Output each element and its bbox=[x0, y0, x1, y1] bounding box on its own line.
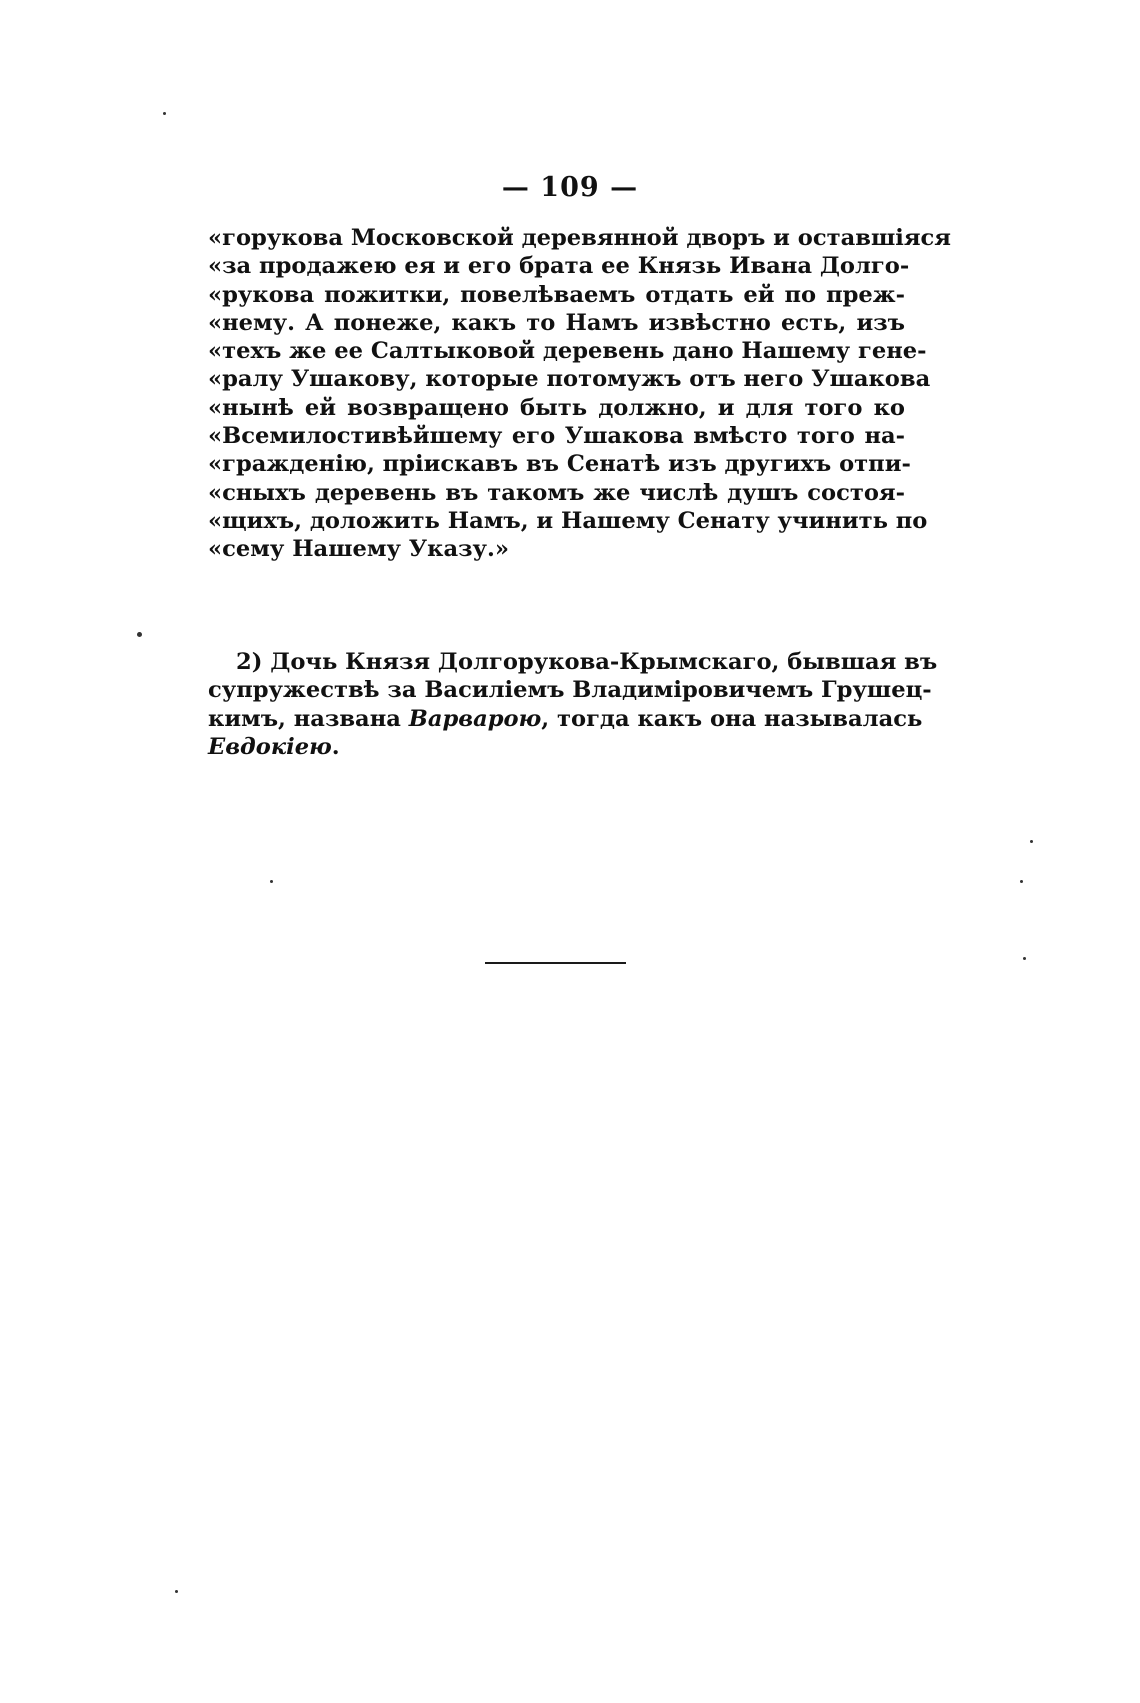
text-line bbox=[208, 705, 923, 733]
text-line: «нынѣ ей возвращено быть должно, и для того ко bbox=[208, 394, 905, 421]
text-line: «за продажею ея и его брата ее Князь Ивана Долго- bbox=[208, 253, 910, 280]
scan-speck bbox=[1023, 957, 1026, 960]
text-segment: кимъ, названа bbox=[208, 705, 409, 732]
text-line bbox=[208, 733, 905, 761]
text-line: «сему Нашему Указу.» bbox=[208, 536, 509, 563]
text-segment: . bbox=[331, 733, 340, 760]
text-line: «техъ же ее Салтыковой деревень дано Нашему гене- bbox=[208, 338, 927, 365]
footnote-2 bbox=[208, 648, 938, 761]
scan-speck bbox=[175, 1590, 178, 1593]
text-line: «щихъ, доложить Намъ, и Нашему Сенату учинить по bbox=[208, 507, 928, 534]
text-segment: , тогда какъ она называлась bbox=[541, 705, 923, 732]
scan-speck bbox=[1030, 840, 1033, 843]
italic-name-varvara: Варварою bbox=[408, 705, 542, 732]
scan-speck bbox=[137, 632, 142, 637]
text-line: «горукова Московской деревянной дворъ и оставшіяся bbox=[208, 225, 951, 251]
text-line: «рукова пожитки, повелѣваемъ отдать ей по преж- bbox=[208, 281, 905, 308]
scan-speck bbox=[270, 880, 273, 883]
text-line: «ралу Ушакову, которые потомужъ отъ него Ушакова bbox=[208, 366, 931, 393]
text-line: «гражденію, пріискавъ въ Сенатѣ изъ другихъ отпи- bbox=[208, 451, 911, 478]
section-divider bbox=[485, 962, 626, 964]
text-line: супружествѣ за Василіемъ Владиміровичемъ Грушец- bbox=[208, 677, 932, 704]
text-line: «Всемилостивѣйшему его Ушакова вмѣсто того на- bbox=[208, 423, 905, 450]
text-line: «нему. А понеже, какъ то Намъ извѣстно есть, изъ bbox=[208, 309, 905, 336]
text-line: «сныхъ деревень въ такомъ же числѣ душъ состоя- bbox=[208, 479, 905, 506]
text-line: 2) Дочь Князя Долгорукова-Крымскаго, бывшая въ bbox=[236, 649, 938, 675]
scan-speck bbox=[163, 112, 166, 115]
page-number: — 109 — bbox=[501, 172, 639, 203]
scan-speck bbox=[1020, 880, 1023, 883]
decree-quotation bbox=[208, 224, 951, 564]
italic-name-evdokia: Евдокіею bbox=[208, 733, 332, 760]
